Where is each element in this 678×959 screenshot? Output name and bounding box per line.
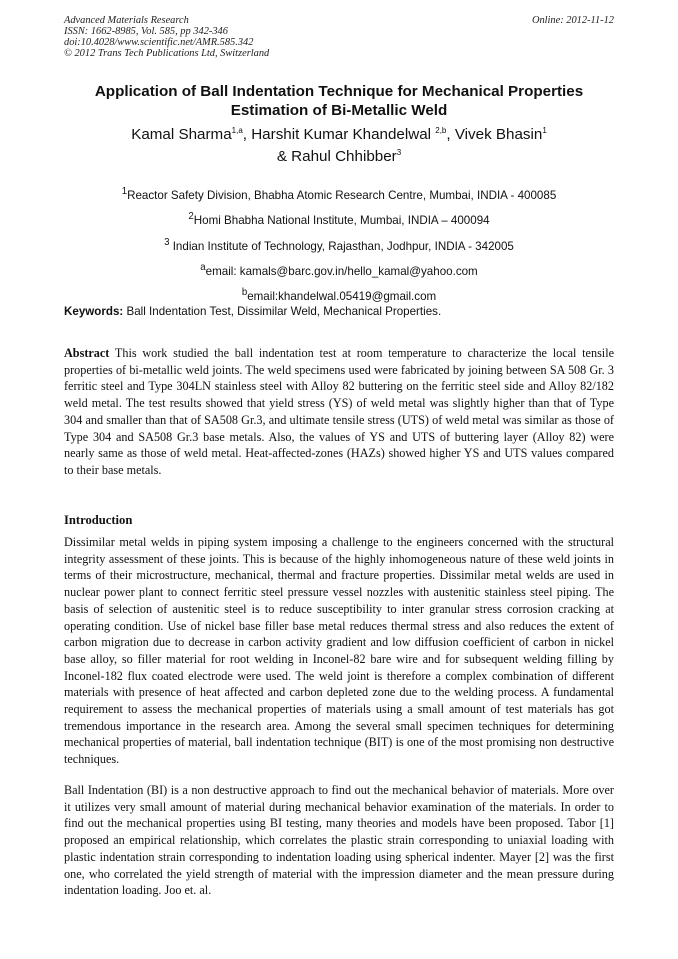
journal-issn: ISSN: 1662-8985, Vol. 585, pp 342-346	[64, 26, 228, 37]
affiliation-text: Indian Institute of Technology, Rajasthan, Jodhpur, INDIA - 342005	[169, 239, 514, 253]
author-list	[40, 124, 638, 168]
author-name: Kamal Sharma	[131, 126, 232, 143]
affiliation-marker: 2	[188, 211, 194, 223]
author-separator: ,	[242, 126, 252, 143]
affiliation	[40, 232, 638, 257]
abstract-label: Abstract	[64, 346, 110, 360]
affiliation-list	[40, 181, 638, 308]
author-affiliation-marker: 1	[542, 125, 547, 135]
affiliation-text: Homi Bhabha National Institute, Mumbai, INDIA – 400094	[193, 214, 490, 228]
email-marker: b	[241, 287, 248, 299]
email-marker: a	[200, 262, 206, 274]
keywords-label: Keywords:	[64, 305, 124, 318]
online-date: Online: 2012-11-12	[531, 15, 614, 26]
keywords-text: Ball Indentation Test, Dissimilar Weld, Mechanical Properties.	[123, 305, 442, 318]
author-affiliation-marker: 2,b	[435, 125, 447, 135]
email	[40, 282, 638, 307]
affiliation-text: Reactor Safety Division, Bhabha Atomic Research Centre, Mumbai, INDIA - 400085	[127, 188, 557, 202]
email-text: email:khandelwal.05419@gmail.com	[247, 290, 437, 304]
email	[40, 257, 638, 282]
abstract	[64, 345, 614, 479]
journal-name: Advanced Materials Research	[64, 15, 189, 26]
author-name: Harshit Kumar Khandelwal	[251, 126, 436, 143]
abstract-text: This work studied the ball indentation test at room temperature to characterize the local tensile properties of bi-metallic weld joints. The weld specimens used were fabricated by joining between SA 508 Gr. 3 ferritic steel and Type 304LN stainless steel with Alloy 82 buttering on the ferritic steel side and Alloy 82/182 weld metal. The test results showed that yield stress (YS) of weld metal was slightly higher than that of Type 304 and smaller than that of SA508 Gr.3, and ultimate tensile stress (UTS) of weld metal was similar as those of Type 304 and SA508 Gr.3 base metals. Also, the values of YS and UTS of buttering layer (Alloy 82) were nearly same as those of weld metal. Heat-affected-zones (HAZs) showed higher YS and UTS values compared to their base metals.	[64, 346, 614, 477]
journal-info	[64, 15, 269, 59]
keywords	[64, 305, 624, 319]
author-line	[40, 124, 638, 146]
author-affiliation-marker: 1,a	[231, 125, 243, 135]
email-text: email: kamals@barc.gov.in/hello_kamal@yahoo.com	[205, 264, 478, 278]
author-name: & Rahul Chhibber	[276, 148, 397, 165]
affiliation-marker: 3	[164, 236, 170, 248]
paper-title	[40, 82, 638, 120]
author-name: Vivek Bhasin	[454, 126, 543, 143]
author-separator: ,	[446, 126, 455, 143]
author-affiliation-marker: 3	[396, 147, 402, 157]
author-line	[40, 146, 638, 168]
section-heading-introduction: Introduction	[64, 513, 133, 527]
paper-title-line: Estimation of Bi-Metallic Weld	[230, 102, 448, 119]
affiliation-marker: 1	[121, 186, 128, 197]
affiliation	[40, 181, 638, 206]
introduction-paragraph: Dissimilar metal welds in piping system imposing a challenge to the engineers concerned with the structural integrity assessment of these joints. This is because of the highly inhomogeneous nature of these weld joints in terms of their microstructure, mechanical, thermal and fracture properties. Dissimilar metal welds are used in nuclear power plant to connect ferritic steel pressure vessel nozzles with austenitic stainless steel piping. The basis of selection of austenitic steel is to reduce susceptibility to inter granular stress corrosion cracking at operating condition. Use of nickel base filler base metal reduces thermal stress and also reduces the extent of carbon migration due to decrease in carbon activity gradient and low diffusion coefficient of carbon in nickel base alloy, so filler material for root welding in Inconel-82 bare wire and for subsequent welding filling by Inconel-182 flux coated electrode were used. The weld joint is therefore a complex combination of different materials with presence of heat affected and carbon depleted zone due to the welding process. A fundamental requirement to assess the mechanical properties of materials using a small amount of test materials has got tremendous importance in the research area. Among the several small specimen techniques for determining mechanical properties of material, ball indentation technique (BIT) is one of the most promising non destructive techniques.	[64, 535, 614, 767]
introduction-paragraph: Ball Indentation (BI) is a non destructive approach to find out the mechanical behavior of materials. More over it utilizes very small amount of material during mechanical behavior examination of the materials. In order to find out the mechanical properties using BI testing, many theories and models have been proposed. Tabor [1] proposed an empirical relationship, which correlates the plastic strain corresponding to uniaxial loading with plastic indentation strain corresponding to indentation loading using spherical indenter. Mayer [2] was the first one, who correlated the yield strength of material with the impression diameter and the mean pressure during indentation loading. Joo et. al.	[64, 783, 614, 898]
affiliation	[40, 206, 638, 231]
paper-title-line: Application of Ball Indentation Technique for Mechanical Properties	[94, 83, 584, 100]
journal-copyright: © 2012 Trans Tech Publications Ltd, Switzerland	[64, 48, 270, 59]
journal-doi: doi:10.4028/www.scientific.net/AMR.585.342	[64, 37, 254, 48]
